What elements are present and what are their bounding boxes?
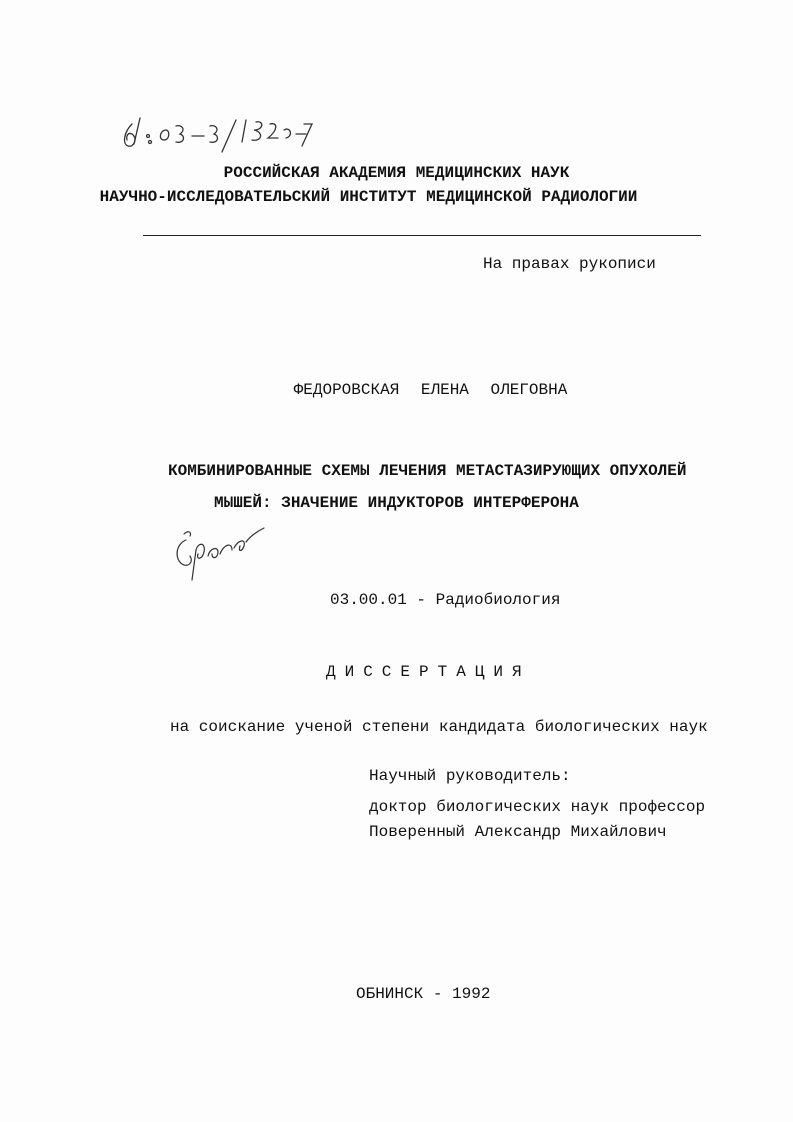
handwritten-code-drawing (118, 96, 318, 166)
author-name: ФЕДОРОВСКАЯ ЕЛЕНА ОЛЕГОВНА (293, 381, 568, 399)
academy-name: РОССИЙСКАЯ АКАДЕМИЯ МЕДИЦИНСКИХ НАУК (223, 164, 570, 182)
supervisor-rank: доктор биологических наук профессор (369, 798, 706, 816)
thesis-title-line-2: МЫШЕЙ: ЗНАЧЕНИЕ ИНДУКТОРОВ ИНТЕРФЕРОНА (214, 494, 579, 512)
degree-line: на соискание ученой степени кандидата биологических наук (170, 718, 708, 736)
thesis-title-line-1: КОМБИНИРОВАННЫЕ СХЕМЫ ЛЕЧЕНИЯ МЕТАСТАЗИРУЮЩИХ ОПУХОЛЕЙ (168, 462, 687, 480)
supervisor-label: Научный руководитель: (369, 767, 571, 785)
header-divider (143, 235, 701, 236)
document-type: ДИССЕРТАЦИЯ (326, 663, 531, 681)
specialty-code: 03.00.01 - Радиобиология (330, 591, 561, 609)
handwritten-signature (172, 520, 272, 590)
signature-drawing (172, 520, 272, 590)
city-year: ОБНИНСК - 1992 (356, 985, 491, 1003)
supervisor-name: Поверенный Александр Михайлович (369, 823, 667, 841)
rights-note: На правах рукописи (483, 255, 656, 273)
handwritten-archive-code (118, 96, 318, 166)
institute-name: НАУЧНО-ИССЛЕДОВАТЕЛЬСКИЙ ИНСТИТУТ МЕДИЦИНСКОЙ РАДИОЛОГИИ (99, 188, 638, 206)
